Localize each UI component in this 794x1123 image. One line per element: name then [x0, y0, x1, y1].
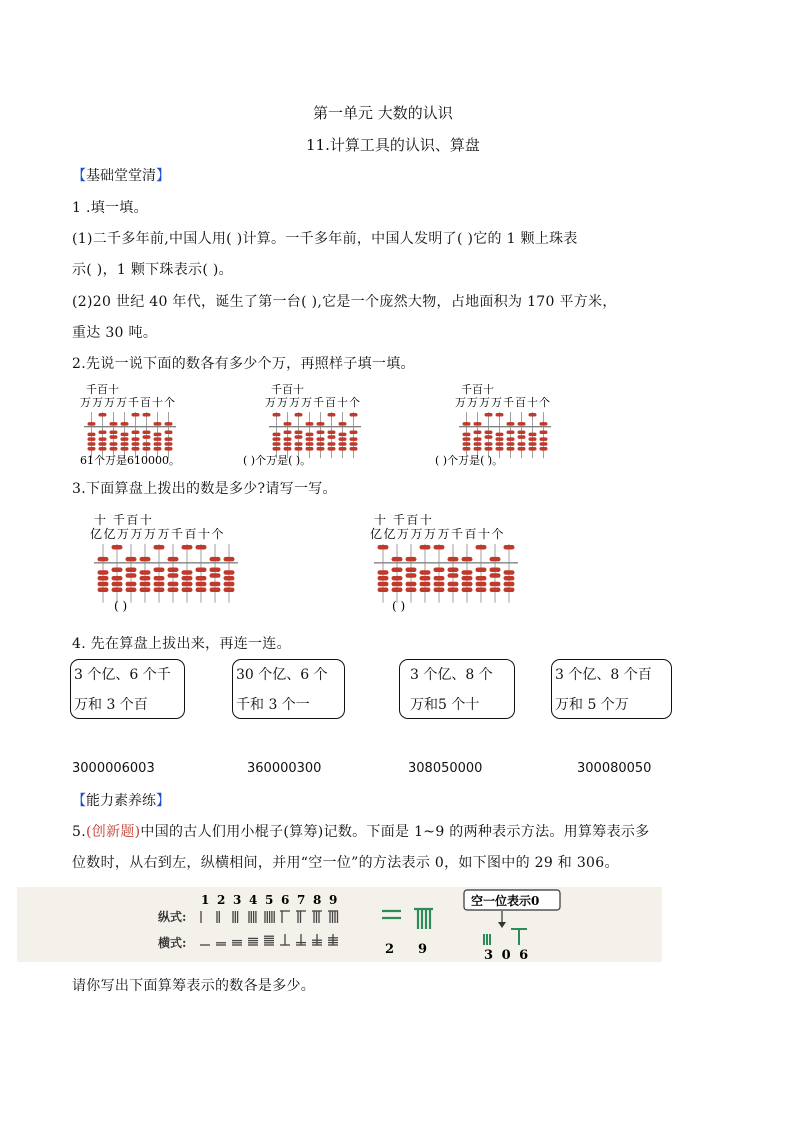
- abacus-bead: [295, 435, 303, 439]
- abacus-bead: [350, 447, 358, 451]
- q2-title: 2.先说一说下面的数各有多少个万，再照样子填一填。: [72, 356, 415, 372]
- abacus-bead: [476, 576, 487, 580]
- abacus-bead: [476, 545, 487, 549]
- abacus-bead: [529, 413, 537, 417]
- abacus-bead: [392, 588, 403, 592]
- abacus-bead: [210, 582, 221, 586]
- abacus-bead: [317, 442, 325, 446]
- abacus-bead: [378, 588, 389, 592]
- abacus-bead: [182, 588, 193, 592]
- q3-abacus-row: [90, 510, 550, 620]
- abacus-bead: [224, 576, 235, 580]
- abacus-bead: [392, 582, 403, 586]
- abacus-bead: [140, 576, 151, 580]
- q1-p1-line2: 示( )，1 颗下珠表示( )。: [72, 262, 233, 278]
- abacus-bead: [143, 413, 151, 417]
- unit-title: 第一单元 大数的认识: [313, 104, 453, 122]
- abacus-bead: [518, 422, 526, 426]
- abacus-bead: [112, 576, 123, 580]
- abacus-bead: [339, 442, 347, 446]
- abacus-bead: [339, 437, 347, 441]
- abacus-bead: [110, 435, 118, 439]
- q3-abacus-2-place: 亿亿万万万万千百十个: [370, 527, 506, 541]
- abacus-bead: [350, 413, 358, 417]
- abacus-bead: [121, 422, 129, 426]
- q2-abacus-1-caption: 61个万是610000。: [80, 454, 180, 467]
- q4-number-1[interactable]: 3000006003: [72, 761, 155, 776]
- abacus-bead: [99, 430, 107, 434]
- abacus-bead: [485, 435, 493, 439]
- abacus-bead: [378, 570, 389, 574]
- abacus-bead: [154, 576, 165, 580]
- q4-card-3[interactable]: 3 个亿、8 个 万和5 个十: [399, 659, 515, 719]
- abacus-bead: [474, 447, 482, 451]
- q3-abacus-2-caption: ( ): [392, 599, 406, 613]
- abacus-bead: [485, 413, 493, 417]
- abacus-bead: [420, 576, 431, 580]
- q5-line1: 5.(创新题)中国的古人们用小棍子(算筹)记数。下面是 1~9 的两种表示方法。用算筹表示多: [72, 824, 650, 840]
- abacus-bead: [306, 442, 314, 446]
- abacus-bead: [284, 437, 292, 441]
- abacus-bead: [88, 422, 96, 426]
- section-basic: 【基础堂堂清】: [72, 168, 170, 184]
- abacus-bead: [476, 568, 487, 572]
- q1-p1-line1: (1)二千多年前,中国人用( )计算。一千多年前，中国人发明了( )它的 1 颗上珠表: [72, 231, 578, 247]
- abacus-bead: [98, 576, 109, 580]
- abacus-bead: [434, 545, 445, 549]
- abacus-bead: [317, 447, 325, 451]
- abacus-bead: [448, 557, 459, 561]
- abacus-bead: [462, 570, 473, 574]
- q2-abacus-3-upper: 千百十: [461, 383, 494, 396]
- abacus-bead: [210, 557, 221, 561]
- abacus-bead: [154, 433, 162, 437]
- q1-p2-line1: (2)20 世纪 40 年代，诞生了第一台( ),它是一个庞然大物，占地面积为 170 平方米，: [72, 294, 617, 310]
- abacus-bead: [434, 588, 445, 592]
- q2-abacus-1: [80, 382, 180, 467]
- abacus-bead: [490, 568, 501, 572]
- abacus-bead: [507, 447, 515, 451]
- abacus-bead: [273, 447, 281, 451]
- abacus-bead: [143, 435, 151, 439]
- abacus-bead: [540, 422, 548, 426]
- abacus-bead: [112, 582, 123, 586]
- abacus-bead: [328, 430, 336, 434]
- abacus-bead: [210, 588, 221, 592]
- abacus-bead: [154, 588, 165, 592]
- digit-label: 4: [249, 893, 258, 907]
- abacus-bead: [196, 576, 207, 580]
- q4-card-4[interactable]: 3 个亿、8 个百 万和 5 个万: [551, 659, 672, 719]
- abacus-bead: [540, 447, 548, 451]
- abacus-bead: [378, 545, 389, 549]
- abacus-bead: [132, 442, 140, 446]
- q2-abacus-2-upper: 千百十: [271, 383, 304, 396]
- abacus-bead: [196, 568, 207, 572]
- q2-abacus-2: [243, 382, 361, 467]
- digit-label: 5: [265, 893, 274, 907]
- abacus-bead: [210, 568, 221, 572]
- abacus-bead: [518, 442, 526, 446]
- abacus-bead: [112, 588, 123, 592]
- abacus-bead: [284, 422, 292, 426]
- abacus-bead: [112, 545, 123, 549]
- abacus-bead: [154, 582, 165, 586]
- q2-abacus-2-place: 万万万万千百十个: [265, 396, 361, 409]
- abacus-bead: [165, 447, 173, 451]
- abacus-bead: [496, 442, 504, 446]
- abacus-bead: [140, 582, 151, 586]
- abacus-bead: [126, 588, 137, 592]
- abacus-bead: [306, 422, 314, 426]
- q4-number-2[interactable]: 360000300: [247, 761, 322, 776]
- abacus-bead: [504, 570, 515, 574]
- example-306-label: 3 0 6: [484, 948, 531, 962]
- abacus-bead: [496, 437, 504, 441]
- abacus-bead: [529, 437, 537, 441]
- abacus-bead: [496, 447, 504, 451]
- abacus-bead: [448, 568, 459, 572]
- abacus-bead: [154, 442, 162, 446]
- abacus-bead: [306, 447, 314, 451]
- abacus-bead: [504, 582, 515, 586]
- abacus-bead: [392, 557, 403, 561]
- abacus-bead: [350, 437, 358, 441]
- abacus-bead: [126, 568, 137, 572]
- abacus-bead: [273, 437, 281, 441]
- abacus-bead: [98, 557, 109, 561]
- abacus-bead: [504, 576, 515, 580]
- abacus-bead: [98, 582, 109, 586]
- abacus-bead: [434, 576, 445, 580]
- abacus-bead: [165, 442, 173, 446]
- abacus-bead: [224, 570, 235, 574]
- q2-abacus-3: [435, 382, 551, 467]
- abacus-bead: [328, 447, 336, 451]
- abacus-bead: [504, 588, 515, 592]
- abacus-bead: [529, 442, 537, 446]
- abacus-bead: [88, 447, 96, 451]
- q4-card-1[interactable]: 3 个亿、6 个千 万和 3 个百: [70, 659, 185, 719]
- digit-label: 6: [281, 893, 290, 907]
- abacus-bead: [485, 447, 493, 451]
- q5-ask: 请你写出下面算筹表示的数各是多少。: [72, 978, 316, 994]
- abacus-bead: [132, 413, 140, 417]
- abacus-bead: [110, 430, 118, 434]
- abacus-bead: [143, 442, 151, 446]
- abacus-bead: [121, 442, 129, 446]
- abacus-bead: [420, 588, 431, 592]
- q4-number-3[interactable]: 308050000: [408, 761, 483, 776]
- abacus-bead: [132, 437, 140, 441]
- abacus-bead: [143, 447, 151, 451]
- abacus-bead: [99, 413, 107, 417]
- abacus-bead: [350, 442, 358, 446]
- abacus-bead: [474, 437, 482, 441]
- abacus-bead: [284, 442, 292, 446]
- vertical-label: 纵式:: [158, 910, 187, 924]
- abacus-bead: [339, 433, 347, 437]
- abacus-bead: [485, 430, 493, 434]
- abacus-bead: [463, 447, 471, 451]
- abacus-bead: [168, 568, 179, 572]
- abacus-bead: [540, 430, 548, 434]
- abacus-bead: [420, 582, 431, 586]
- abacus-bead: [476, 588, 487, 592]
- abacus-bead: [434, 582, 445, 586]
- abacus-bead: [462, 576, 473, 580]
- abacus-bead: [295, 442, 303, 446]
- abacus-bead: [154, 545, 165, 549]
- abacus-bead: [448, 573, 459, 577]
- q3-abacus-2: [370, 512, 518, 613]
- q3-abacus-1-caption: ( ): [114, 599, 128, 613]
- example-digit-9: 9: [418, 942, 428, 957]
- abacus-bead: [507, 422, 515, 426]
- abacus-bead: [224, 582, 235, 586]
- abacus-bead: [463, 422, 471, 426]
- abacus-bead: [518, 447, 526, 451]
- abacus-bead: [196, 582, 207, 586]
- abacus-bead: [474, 430, 482, 434]
- abacus-bead: [540, 437, 548, 441]
- digit-label: 1: [201, 893, 210, 907]
- abacus-bead: [154, 447, 162, 451]
- abacus-bead: [328, 442, 336, 446]
- abacus-bead: [378, 576, 389, 580]
- q1-p2-line2: 重达 30 吨。: [72, 325, 158, 341]
- abacus-bead: [462, 557, 473, 561]
- example-digit-2: 2: [385, 942, 395, 957]
- abacus-bead: [168, 557, 179, 561]
- abacus-bead: [474, 442, 482, 446]
- abacus-bead: [529, 447, 537, 451]
- abacus-bead: [317, 422, 325, 426]
- abacus-bead: [295, 430, 303, 434]
- abacus-bead: [273, 433, 281, 437]
- abacus-bead: [504, 545, 515, 549]
- figure-digit-labels: [201, 893, 337, 907]
- abacus-bead: [295, 413, 303, 417]
- q2-abacus-2-caption: ( )个万是( )。: [243, 454, 312, 467]
- abacus-bead: [126, 582, 137, 586]
- abacus-bead: [474, 422, 482, 426]
- abacus-bead: [406, 568, 417, 572]
- abacus-bead: [518, 435, 526, 439]
- section-ability: 【能力素养练】: [72, 793, 170, 809]
- q2-abacus-1-upper: 千百十: [86, 383, 119, 396]
- abacus-bead: [507, 437, 515, 441]
- abacus-bead: [121, 447, 129, 451]
- abacus-bead: [420, 570, 431, 574]
- abacus-bead: [132, 447, 140, 451]
- abacus-bead: [448, 588, 459, 592]
- q3-abacus-1: [90, 512, 238, 613]
- abacus-bead: [110, 422, 118, 426]
- abacus-bead: [490, 573, 501, 577]
- abacus-bead: [476, 582, 487, 586]
- abacus-bead: [182, 570, 193, 574]
- abacus-bead: [295, 447, 303, 451]
- abacus-bead: [168, 582, 179, 586]
- q2-abacus-1-place: 万万万万千百十个: [80, 396, 176, 409]
- abacus-bead: [406, 588, 417, 592]
- q2-abacus-row: [80, 380, 600, 470]
- abacus-bead: [99, 442, 107, 446]
- abacus-bead: [273, 413, 281, 417]
- abacus-bead: [126, 557, 137, 561]
- abacus-bead: [490, 557, 501, 561]
- abacus-bead: [507, 442, 515, 446]
- q3-title: 3.下面算盘上拨出的数是多少?请写一写。: [72, 481, 337, 497]
- abacus-bead: [378, 582, 389, 586]
- abacus-bead: [140, 570, 151, 574]
- q2-abacus-3-caption: ( )个万是( )。: [435, 454, 504, 467]
- abacus-bead: [112, 568, 123, 572]
- abacus-bead: [448, 582, 459, 586]
- abacus-bead: [196, 545, 207, 549]
- abacus-bead: [182, 576, 193, 580]
- q1-title: 1 .填一填。: [72, 200, 148, 216]
- abacus-bead: [350, 430, 358, 434]
- q3-abacus-1-upper: 十 千百十: [94, 513, 154, 527]
- abacus-bead: [420, 545, 431, 549]
- q5-line2: 位数时，从右到左，纵横相间，并用“空一位”的方法表示 0，如下图中的 29 和 306。: [72, 855, 619, 871]
- abacus-bead: [406, 573, 417, 577]
- abacus-bead: [154, 568, 165, 572]
- abacus-bead: [182, 545, 193, 549]
- abacus-bead: [110, 442, 118, 446]
- abacus-bead: [196, 588, 207, 592]
- abacus-bead: [540, 442, 548, 446]
- abacus-bead: [121, 437, 129, 441]
- abacus-bead: [463, 437, 471, 441]
- abacus-bead: [182, 582, 193, 586]
- abacus-bead: [88, 433, 96, 437]
- abacus-bead: [224, 557, 235, 561]
- abacus-bead: [406, 582, 417, 586]
- abacus-bead: [485, 442, 493, 446]
- digit-label: 2: [217, 893, 226, 907]
- abacus-bead: [529, 433, 537, 437]
- figure-background: [17, 887, 662, 962]
- abacus-bead: [273, 442, 281, 446]
- abacus-bead: [168, 573, 179, 577]
- abacus-bead: [143, 430, 151, 434]
- abacus-bead: [507, 430, 515, 434]
- q4-title: 4. 先在算盘上拔出来，再连一连。: [72, 636, 291, 652]
- q2-abacus-3-place: 万万万万千百十个: [455, 396, 551, 409]
- abacus-bead: [463, 433, 471, 437]
- abacus-bead: [306, 433, 314, 437]
- callout-text: 空一位表示0: [471, 894, 540, 908]
- abacus-bead: [518, 430, 526, 434]
- abacus-bead: [154, 437, 162, 441]
- abacus-bead: [132, 430, 140, 434]
- q5-tag: (创新题): [85, 824, 141, 840]
- counting-rods-figure: [17, 887, 662, 962]
- digit-label: 8: [313, 893, 322, 907]
- abacus-bead: [140, 557, 151, 561]
- abacus-bead: [126, 573, 137, 577]
- abacus-bead: [463, 442, 471, 446]
- q4-number-4[interactable]: 300080050: [577, 761, 652, 776]
- abacus-bead: [165, 422, 173, 426]
- abacus-bead: [99, 437, 107, 441]
- abacus-bead: [88, 437, 96, 441]
- abacus-bead: [392, 576, 403, 580]
- abacus-bead: [462, 582, 473, 586]
- abacus-bead: [98, 570, 109, 574]
- abacus-bead: [165, 430, 173, 434]
- abacus-bead: [490, 588, 501, 592]
- lesson-title: 11.计算工具的认识、算盘: [306, 136, 480, 154]
- abacus-bead: [496, 433, 504, 437]
- abacus-bead: [462, 588, 473, 592]
- abacus-bead: [406, 557, 417, 561]
- q3-abacus-1-place: 亿亿万万万万千百十个: [90, 527, 226, 541]
- abacus-bead: [317, 437, 325, 441]
- q4-card-2[interactable]: 30 个亿、6 个 千和 3 个一: [232, 659, 345, 719]
- abacus-bead: [434, 568, 445, 572]
- q3-abacus-2-upper: 十 千百十: [374, 513, 434, 527]
- digit-label: 9: [329, 893, 338, 907]
- abacus-bead: [224, 588, 235, 592]
- abacus-bead: [284, 430, 292, 434]
- abacus-bead: [210, 573, 221, 577]
- abacus-bead: [496, 413, 504, 417]
- abacus-bead: [317, 430, 325, 434]
- abacus-bead: [392, 568, 403, 572]
- abacus-bead: [154, 422, 162, 426]
- digit-label: 7: [297, 893, 306, 907]
- abacus-bead: [165, 437, 173, 441]
- abacus-bead: [490, 582, 501, 586]
- abacus-bead: [284, 447, 292, 451]
- abacus-bead: [328, 413, 336, 417]
- horizontal-label: 横式:: [158, 936, 187, 950]
- abacus-bead: [306, 437, 314, 441]
- abacus-bead: [88, 442, 96, 446]
- abacus-bead: [121, 433, 129, 437]
- abacus-bead: [339, 447, 347, 451]
- abacus-bead: [328, 435, 336, 439]
- abacus-bead: [168, 588, 179, 592]
- abacus-bead: [99, 447, 107, 451]
- abacus-bead: [110, 447, 118, 451]
- abacus-bead: [140, 588, 151, 592]
- abacus-bead: [339, 422, 347, 426]
- abacus-bead: [98, 588, 109, 592]
- digit-label: 3: [233, 893, 242, 907]
